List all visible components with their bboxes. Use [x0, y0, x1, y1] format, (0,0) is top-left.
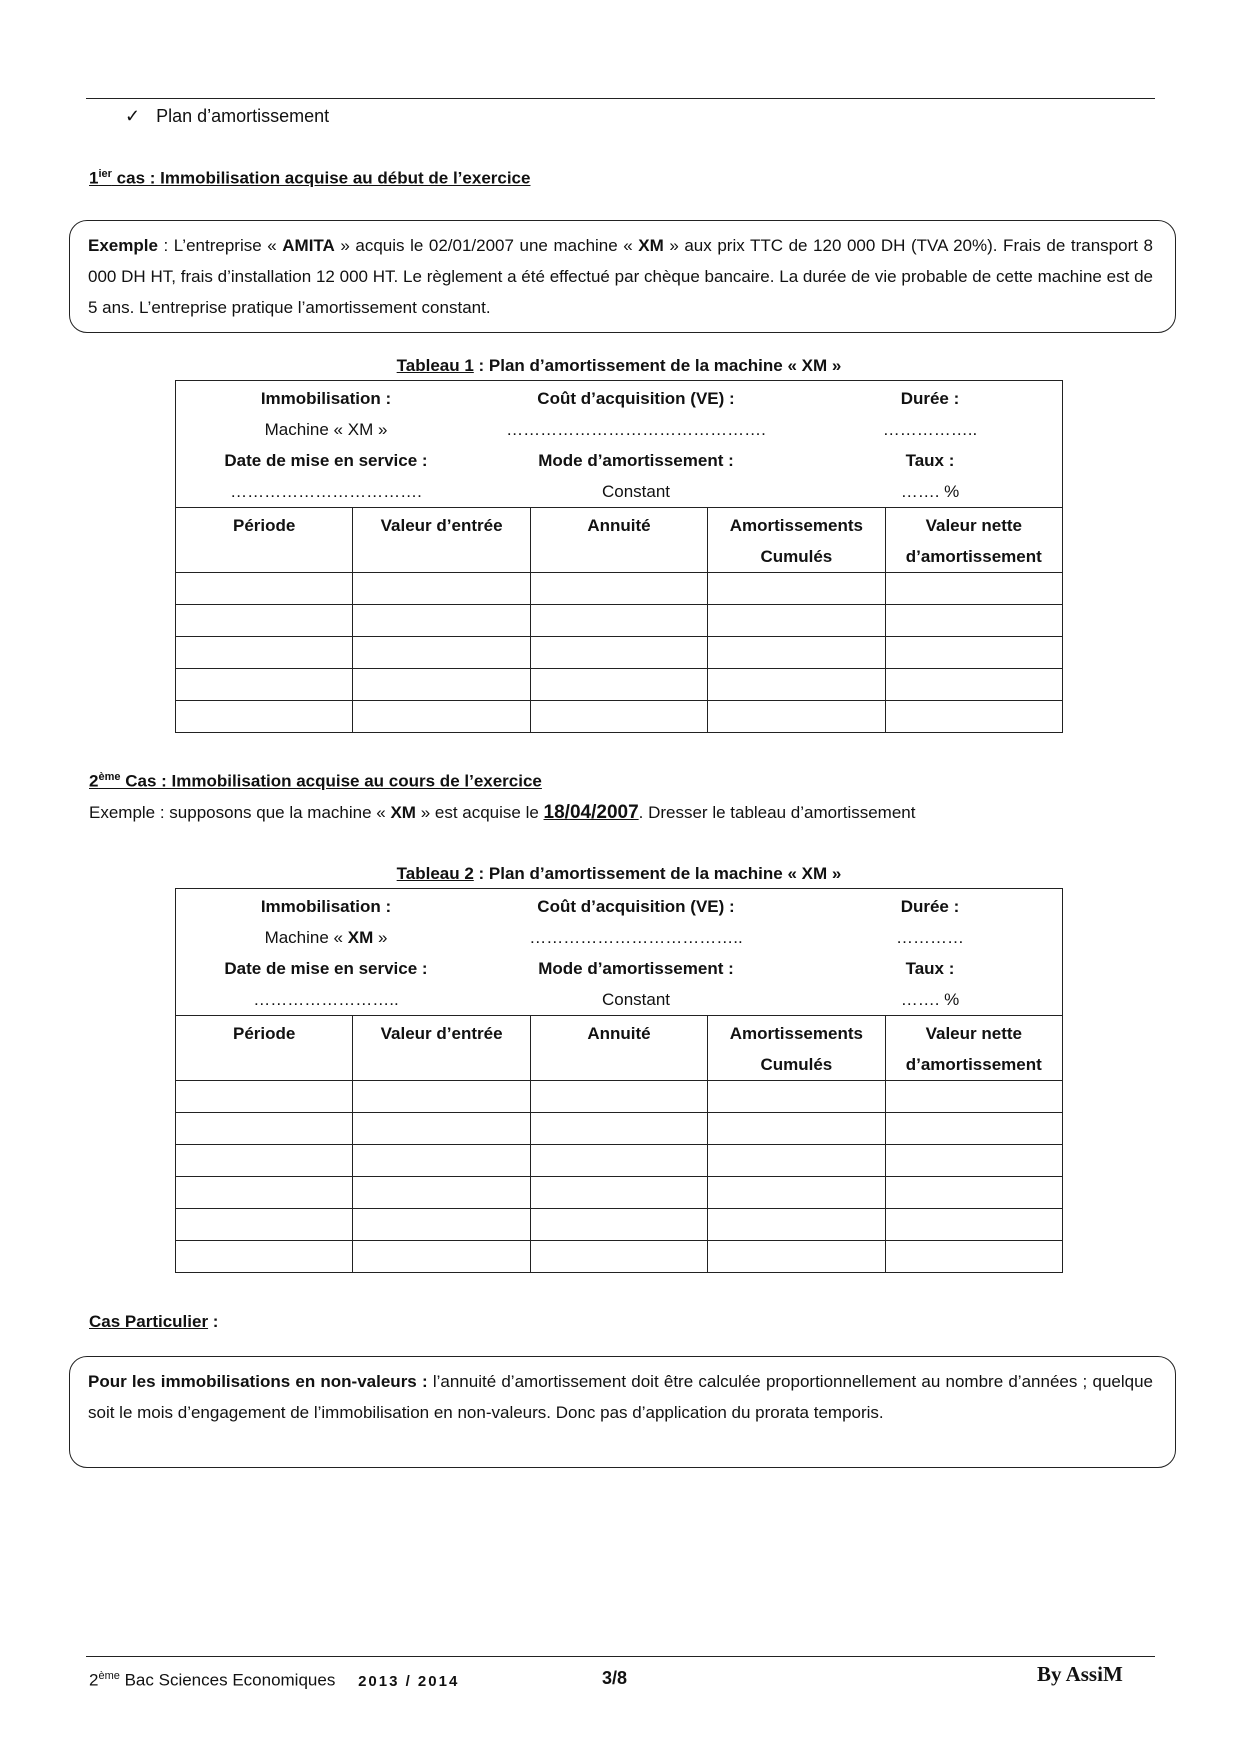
- table-row: [176, 669, 1063, 701]
- section-title: ✓ Plan d’amortissement: [125, 106, 330, 126]
- table2-caption: Tableau 2 : Plan d’amortissement de la machine « XM »: [396, 864, 842, 883]
- table-row: [176, 1241, 1063, 1273]
- table-cell[interactable]: [708, 1113, 885, 1145]
- cout-label: Coût d’acquisition (VE) :: [537, 389, 735, 408]
- table-cell[interactable]: [885, 605, 1062, 637]
- table-cell[interactable]: [885, 1113, 1062, 1145]
- table-cell[interactable]: [176, 573, 353, 605]
- table-cell[interactable]: [530, 701, 707, 733]
- taux-value: ……. %: [900, 482, 960, 501]
- table-row: [176, 1081, 1063, 1113]
- mode-value: Constant: [601, 482, 671, 501]
- table-cell[interactable]: [530, 605, 707, 637]
- table-cell[interactable]: [708, 669, 885, 701]
- table-cell[interactable]: [353, 701, 530, 733]
- table-row: [176, 701, 1063, 733]
- table-cell[interactable]: [708, 1177, 885, 1209]
- mode-label: Mode d’amortissement :: [538, 959, 734, 978]
- table-cell[interactable]: [353, 1209, 530, 1241]
- table-cell[interactable]: [708, 1145, 885, 1177]
- cas-particulier-heading: Cas Particulier :: [89, 1312, 219, 1331]
- table-cell[interactable]: [530, 637, 707, 669]
- table-cell[interactable]: [885, 701, 1062, 733]
- col-valeur-nette: Valeur nette d’amortissement: [885, 1016, 1062, 1081]
- table-cell[interactable]: [176, 1081, 353, 1113]
- table-cell[interactable]: [885, 669, 1062, 701]
- column-header-row: [176, 1016, 1063, 1081]
- table-cell[interactable]: [708, 637, 885, 669]
- table-cell[interactable]: [885, 1145, 1062, 1177]
- table-cell[interactable]: [176, 1113, 353, 1145]
- mode-value: Constant: [601, 990, 671, 1009]
- table-cell[interactable]: [708, 701, 885, 733]
- table-cell[interactable]: [176, 669, 353, 701]
- table-cell[interactable]: [530, 1081, 707, 1113]
- table-cell[interactable]: [353, 1177, 530, 1209]
- table-row: [176, 1209, 1063, 1241]
- table-cell[interactable]: [885, 1241, 1062, 1273]
- duree-value: ……………..: [882, 420, 978, 439]
- duree-label: Durée :: [900, 389, 960, 408]
- table-row: [176, 1145, 1063, 1177]
- taux-value: ……. %: [900, 990, 960, 1009]
- duree-label: Durée :: [900, 897, 960, 916]
- col-valeur-nette: Valeur nette d’amortissement: [885, 508, 1062, 573]
- table-cell[interactable]: [530, 1209, 707, 1241]
- table-cell[interactable]: [708, 1241, 885, 1273]
- table-cell[interactable]: [885, 1209, 1062, 1241]
- immobilisation-label: Immobilisation :: [260, 897, 392, 916]
- col-periode: Période: [176, 508, 353, 573]
- amortization-table-2: [175, 888, 1063, 1273]
- table-cell[interactable]: [176, 1177, 353, 1209]
- table-cell[interactable]: [708, 1081, 885, 1113]
- case2-heading: 2ème Cas : Immobilisation acquise au cours de l’exercice: [89, 771, 542, 791]
- cout-label: Coût d’acquisition (VE) :: [537, 897, 735, 916]
- table-cell[interactable]: [353, 605, 530, 637]
- table-cell[interactable]: [176, 1209, 353, 1241]
- immobilisation-label: Immobilisation :: [260, 389, 392, 408]
- table-row: [176, 1113, 1063, 1145]
- table-cell[interactable]: [530, 1113, 707, 1145]
- table-cell[interactable]: [176, 637, 353, 669]
- amortization-table-1: [175, 380, 1063, 733]
- table-cell[interactable]: [530, 669, 707, 701]
- table-row: [176, 605, 1063, 637]
- table-cell[interactable]: [176, 701, 353, 733]
- example-box: Exemple : L’entreprise « AMITA » acquis le 02/01/2007 une machine « XM » aux prix TTC de 120 000 DH (TVA 20%). Frais de transport 8 000 DH HT, frais d’installation 12 000 HT. Le règlement a été effectué par chèque bancaire. La durée de vie probable de cette machine est de 5 ans. L’entreprise pratique l’amortissement constant.: [69, 220, 1176, 333]
- table-cell[interactable]: [885, 1177, 1062, 1209]
- column-header-row: [176, 508, 1063, 573]
- table1-caption: Tableau 1 : Plan d’amortissement de la machine « XM »: [396, 356, 842, 375]
- immobilisation-value: Machine « XM »: [264, 928, 388, 947]
- table-cell[interactable]: [353, 1081, 530, 1113]
- col-valeur-entree: Valeur d’entrée: [353, 1016, 530, 1081]
- table-cell[interactable]: [885, 637, 1062, 669]
- author: By AssiM: [1037, 1662, 1123, 1686]
- table-cell[interactable]: [353, 637, 530, 669]
- table-cell[interactable]: [885, 1081, 1062, 1113]
- date-label: Date de mise en service :: [224, 959, 428, 978]
- table-cell[interactable]: [353, 1113, 530, 1145]
- table-cell[interactable]: [176, 1241, 353, 1273]
- table-cell[interactable]: [353, 1145, 530, 1177]
- col-annuite: Annuité: [530, 508, 707, 573]
- col-amortissements-cumules: Amortissements Cumulés: [708, 1016, 885, 1081]
- col-periode: Période: [176, 1016, 353, 1081]
- table-cell[interactable]: [176, 1145, 353, 1177]
- table-row: [176, 573, 1063, 605]
- date-value: ……………………..: [253, 990, 399, 1009]
- check-icon: ✓: [125, 106, 141, 126]
- table-cell[interactable]: [530, 1145, 707, 1177]
- footer-year: 2013 / 2014: [358, 1672, 460, 1690]
- table-cell[interactable]: [530, 573, 707, 605]
- table-cell[interactable]: [530, 1177, 707, 1209]
- duree-value: …………: [896, 928, 964, 947]
- table-row: [176, 1177, 1063, 1209]
- date-value: …………………………….: [230, 482, 422, 501]
- particulier-box: Pour les immobilisations en non-valeurs : l’annuité d’amortissement doit être calculée proportionnellement au nombre d’années ; quelque soit le mois d’engagement de l’immobilisation en non-valeurs. Donc pas d’application du prorata temporis.: [69, 1356, 1176, 1468]
- page-number: 3/8: [602, 1668, 628, 1688]
- immobilisation-value: Machine « XM »: [264, 420, 388, 439]
- footer-level: 2ème Bac Sciences Economiques 2013 / 2014: [89, 1670, 460, 1690]
- table-cell[interactable]: [708, 605, 885, 637]
- table-cell[interactable]: [708, 1209, 885, 1241]
- cout-value: ……………………………………….: [506, 420, 766, 439]
- case1-heading: $1^{ier}$ cas : Immobilisation acquise au début de l’exercice: [89, 168, 531, 188]
- taux-label: Taux :: [905, 959, 955, 978]
- col-amortissements-cumules: Amortissements Cumulés: [708, 508, 885, 573]
- mode-label: Mode d’amortissement :: [538, 451, 734, 470]
- top-rule: [86, 98, 1155, 99]
- col-valeur-entree: Valeur d’entrée: [353, 508, 530, 573]
- cout-value: ………………………………..: [529, 928, 743, 947]
- col-annuite: Annuité: [530, 1016, 707, 1081]
- taux-label: Taux :: [905, 451, 955, 470]
- table-cell[interactable]: [708, 573, 885, 605]
- table-cell[interactable]: [885, 573, 1062, 605]
- case2-example: Exemple : supposons que la machine « XM » est acquise le 18/04/2007. Dresser le tableau d’amortissement: [89, 802, 916, 823]
- table-cell[interactable]: [353, 669, 530, 701]
- date-label: Date de mise en service :: [224, 451, 428, 470]
- table-cell[interactable]: [176, 605, 353, 637]
- table-row: [176, 637, 1063, 669]
- table-cell[interactable]: [530, 1241, 707, 1273]
- table-cell[interactable]: [353, 1241, 530, 1273]
- footer-rule: [86, 1656, 1155, 1657]
- table-cell[interactable]: [353, 573, 530, 605]
